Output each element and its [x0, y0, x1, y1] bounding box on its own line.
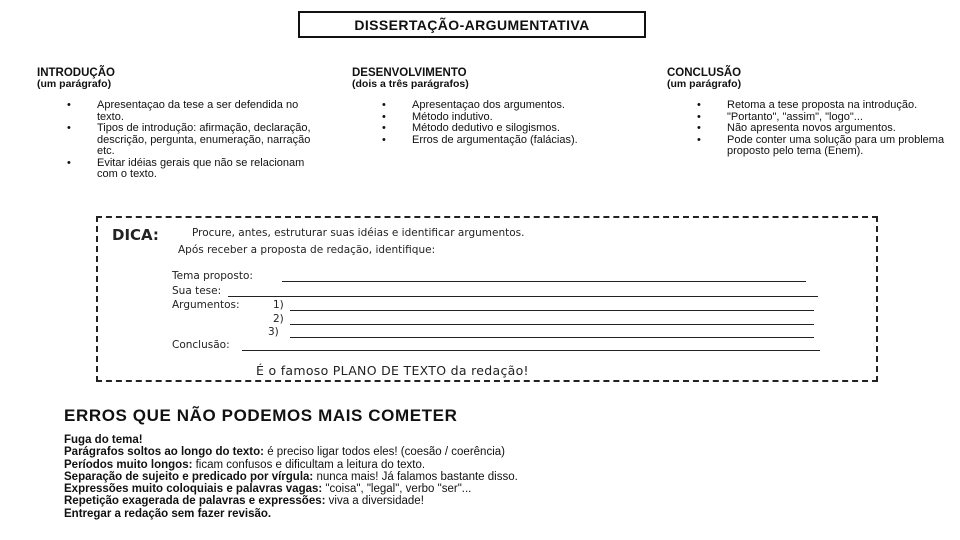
error-title: Períodos muito longos:: [64, 458, 193, 471]
list-item: • Apresentaçao dos argumentos.: [352, 100, 642, 112]
error-line: [64, 434, 944, 446]
development-column: [352, 67, 642, 146]
list-item: • "Portanto", "assim", "logo"...: [667, 112, 957, 124]
tip-title: DICA:: [112, 226, 159, 244]
error-line: [64, 483, 944, 495]
argument-3-blank-line[interactable]: [290, 337, 814, 338]
errors-section: [64, 406, 944, 520]
error-detail: nunca mais! Já falamos bastante disso.: [313, 470, 518, 483]
bullet-list: [37, 100, 317, 181]
error-detail: é preciso ligar todos eles! (coesão / coerência): [264, 446, 505, 459]
field-label-tema: Tema proposto:: [172, 270, 253, 282]
field-label-conclusao: Conclusão:: [172, 339, 230, 351]
column-heading: CONCLUSÃO: [667, 67, 742, 79]
error-detail: viva a diversidade!: [325, 495, 424, 508]
error-title: Entregar a redação sem fazer revisão.: [64, 507, 272, 520]
error-line: [64, 459, 944, 471]
bullet-list: [352, 100, 642, 146]
argument-number: 3): [268, 326, 279, 338]
introduction-column: [37, 67, 317, 181]
column-subheading: (um parágrafo): [37, 78, 112, 90]
column-heading: INTRODUÇÃO: [37, 67, 115, 79]
argument-number: 1): [273, 299, 284, 311]
error-detail: ficam confusos e dificultam a leitura do texto.: [192, 458, 426, 471]
conclusao-blank-line[interactable]: [242, 350, 820, 351]
bullet-list: [667, 100, 957, 158]
error-title: Fuga do tema!: [64, 434, 143, 446]
list-item: • Tipos de introdução: afirmação, declaração, descrição, pergunta, enumeração, narração etc.: [37, 123, 317, 158]
list-item: • Não apresenta novos argumentos.: [667, 123, 957, 135]
error-line: [64, 508, 944, 520]
list-item: • Apresentaçao da tese a ser defendida no texto.: [37, 100, 317, 123]
list-item: • Retoma a tese proposta na introdução.: [667, 100, 957, 112]
argument-number: 2): [273, 313, 284, 325]
tese-blank-line[interactable]: [228, 296, 818, 297]
column-subheading: (um parágrafo): [667, 78, 742, 90]
error-line: [64, 471, 944, 483]
field-label-tese: Sua tese:: [172, 285, 222, 297]
argument-1-blank-line[interactable]: [290, 310, 814, 311]
errors-heading: ERROS QUE NÃO PODEMOS MAIS COMETER: [64, 406, 458, 425]
list-item: • Pode conter uma solução para um problema proposto pelo tema (Enem).: [667, 135, 957, 158]
document-title: DISSERTAÇÃO-ARGUMENTATIVA: [298, 11, 646, 38]
tip-text: Procure, antes, estruturar suas idéias e identificar argumentos.: [192, 227, 525, 239]
list-item: • Método indutivo.: [352, 112, 642, 124]
field-label-argumentos: Argumentos:: [172, 299, 240, 311]
column-heading: DESENVOLVIMENTO: [352, 67, 467, 79]
error-title: Repetição exagerada de palavras e expressões:: [64, 495, 326, 508]
tema-blank-line[interactable]: [282, 281, 806, 282]
error-line: [64, 495, 944, 507]
tip-footer: É o famoso PLANO DE TEXTO da redação!: [256, 363, 529, 378]
list-item: • Erros de argumentação (falácias).: [352, 135, 642, 147]
error-title: Separação de sujeito e predicado por vírgula:: [64, 470, 314, 483]
list-item: • Evitar idéias gerais que não se relacionam com o texto.: [37, 158, 317, 181]
tip-box: [96, 216, 878, 382]
error-detail: "coisa", "legal", verbo "ser"...: [322, 483, 472, 496]
error-title: Parágrafos soltos ao longo do texto:: [64, 446, 264, 459]
conclusion-column: [667, 67, 957, 158]
tip-instruction: Após receber a proposta de redação, identifique:: [178, 244, 436, 256]
error-title: Expressões muito coloquiais e palavras vagas:: [64, 483, 323, 496]
list-item: • Método dedutivo e silogismos.: [352, 123, 642, 135]
error-line: [64, 446, 944, 458]
argument-2-blank-line[interactable]: [290, 324, 814, 325]
column-subheading: (dois a três parágrafos): [352, 78, 469, 90]
